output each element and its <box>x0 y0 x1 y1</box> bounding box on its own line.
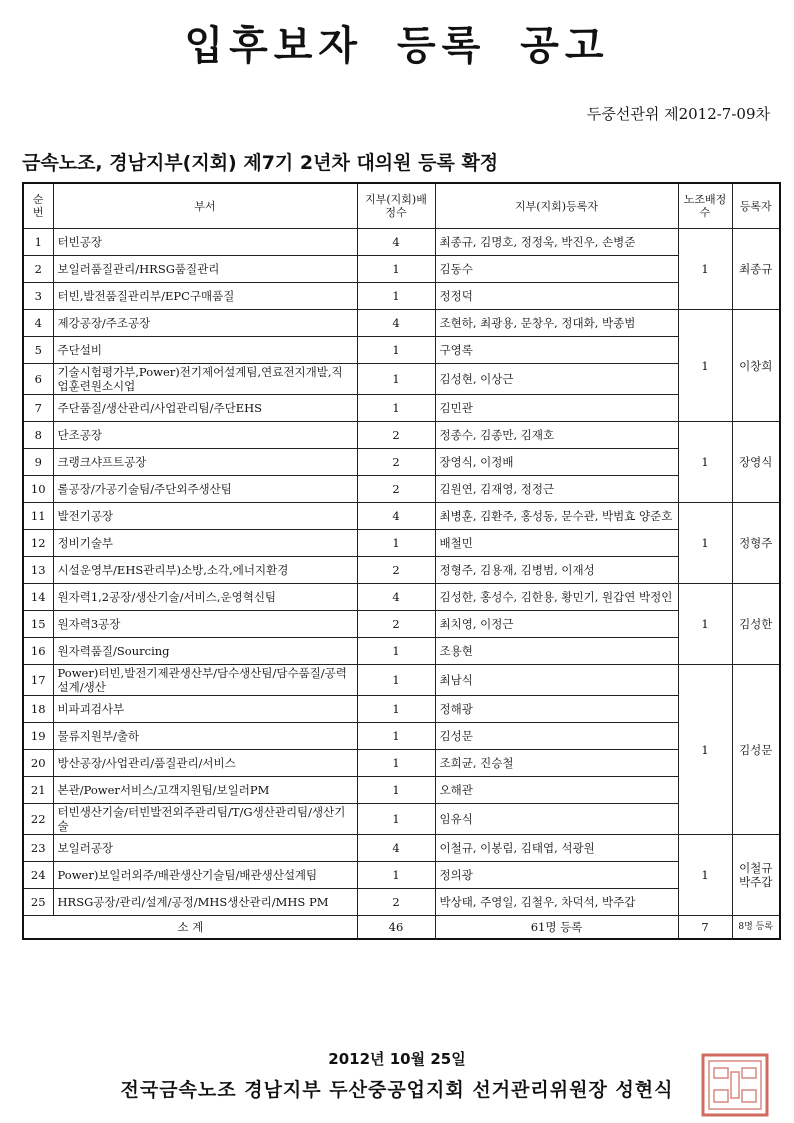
table-row <box>23 584 780 611</box>
official-seal-icon <box>700 1052 770 1118</box>
row-quota: 2 <box>357 422 435 449</box>
group-registrant: 김성한 <box>732 584 780 665</box>
row-quota: 1 <box>357 862 435 889</box>
row-quota: 1 <box>357 530 435 557</box>
row-dept: 제강공장/주조공장 <box>53 310 357 337</box>
row-quota: 4 <box>357 229 435 256</box>
row-no: 16 <box>23 638 53 665</box>
row-dept: 보일러공장 <box>53 835 357 862</box>
row-no: 13 <box>23 557 53 584</box>
row-names: 최병훈, 김환주, 홍성동, 문수관, 박범효 양준호 <box>435 503 678 530</box>
row-no: 8 <box>23 422 53 449</box>
row-quota: 2 <box>357 449 435 476</box>
row-names: 조희균, 진승철 <box>435 750 678 777</box>
table-row <box>23 283 780 310</box>
table-row <box>23 310 780 337</box>
row-dept: HRSG공장/관리/설계/공정/MHS생산관리/MHS PM <box>53 889 357 916</box>
announcement-date: 2012년 10월 25일 <box>328 1050 466 1068</box>
row-no: 22 <box>23 804 53 835</box>
header-dept: 부서 <box>53 183 357 229</box>
row-no: 19 <box>23 723 53 750</box>
header-branch-registrants: 지부(지회)등록자 <box>435 183 678 229</box>
group-registrant: 정형주 <box>732 503 780 584</box>
row-quota: 1 <box>357 696 435 723</box>
registration-table <box>22 182 781 940</box>
table-row <box>23 422 780 449</box>
row-dept: 본관/Power서비스/고객지원팀/보일러PM <box>53 777 357 804</box>
row-no: 23 <box>23 835 53 862</box>
row-names: 오해관 <box>435 777 678 804</box>
total-quota: 46 <box>357 916 435 940</box>
group-union-quota: 1 <box>678 835 732 916</box>
total-row <box>23 916 780 940</box>
row-dept: 단조공장 <box>53 422 357 449</box>
row-dept: 방산공장/사업관리/품질관리/서비스 <box>53 750 357 777</box>
row-no: 18 <box>23 696 53 723</box>
group-union-quota: 1 <box>678 584 732 665</box>
row-quota: 4 <box>357 503 435 530</box>
table-row <box>23 503 780 530</box>
table-row <box>23 835 780 862</box>
header-union-quota: 노조배정수 <box>678 183 732 229</box>
row-names: 김민관 <box>435 395 678 422</box>
row-no: 25 <box>23 889 53 916</box>
total-registrant: 8명 등록 <box>732 916 780 940</box>
registration-table-wrap <box>22 182 779 940</box>
row-dept: 시설운영부/EHS관리부)소방,소각,에너지환경 <box>53 557 357 584</box>
row-dept: 터빈,발전품질관리부/EPC구매품질 <box>53 283 357 310</box>
row-names: 정종수, 김종만, 김재호 <box>435 422 678 449</box>
row-no: 4 <box>23 310 53 337</box>
row-names: 김성한, 홍성수, 김한용, 황민기, 원갑연 박정인 <box>435 584 678 611</box>
table-row <box>23 611 780 638</box>
row-names: 김성문 <box>435 723 678 750</box>
table-row <box>23 862 780 889</box>
document-number: 두중선관위 제2012-7-09차 <box>586 105 770 123</box>
row-dept: 주단설비 <box>53 337 357 364</box>
row-dept: 물류지원부/출하 <box>53 723 357 750</box>
row-dept: 원자력1,2공장/생산기술/서비스,운영혁신팀 <box>53 584 357 611</box>
row-names: 장영식, 이정배 <box>435 449 678 476</box>
group-union-quota: 1 <box>678 229 732 310</box>
row-no: 24 <box>23 862 53 889</box>
row-no: 2 <box>23 256 53 283</box>
row-quota: 1 <box>357 723 435 750</box>
row-dept: 원자력3공장 <box>53 611 357 638</box>
header-branch-quota: 지부(지회)배정수 <box>357 183 435 229</box>
row-quota: 1 <box>357 395 435 422</box>
table-row <box>23 229 780 256</box>
row-names: 정정덕 <box>435 283 678 310</box>
subtitle: 금속노조, 경남지부(지회) 제7기 2년차 대의원 등록 확정 <box>22 152 499 174</box>
row-quota: 1 <box>357 750 435 777</box>
row-names: 김동수 <box>435 256 678 283</box>
row-no: 14 <box>23 584 53 611</box>
row-dept: 정비기술부 <box>53 530 357 557</box>
row-quota: 1 <box>357 638 435 665</box>
row-dept: Power)보일러외주/배관생산기술팀/배관생산설계팀 <box>53 862 357 889</box>
row-dept: 보일러품질관리/HRSG품질관리 <box>53 256 357 283</box>
row-dept: 비파괴검사부 <box>53 696 357 723</box>
table-row <box>23 750 780 777</box>
row-names: 김성현, 이상근 <box>435 364 678 395</box>
row-no: 15 <box>23 611 53 638</box>
row-names: 정형주, 김용재, 김병범, 이재성 <box>435 557 678 584</box>
group-union-quota: 1 <box>678 422 732 503</box>
row-names: 김원연, 김재영, 정정근 <box>435 476 678 503</box>
row-no: 20 <box>23 750 53 777</box>
row-names: 최종규, 김명호, 정정욱, 박진우, 손병준 <box>435 229 678 256</box>
row-dept: 원자력품질/Sourcing <box>53 638 357 665</box>
row-names: 최치영, 이정근 <box>435 611 678 638</box>
table-row <box>23 476 780 503</box>
group-registrant: 이창희 <box>732 310 780 422</box>
row-quota: 1 <box>357 256 435 283</box>
row-names: 최남식 <box>435 665 678 696</box>
row-quota: 1 <box>357 337 435 364</box>
row-no: 7 <box>23 395 53 422</box>
total-union-quota: 7 <box>678 916 732 940</box>
row-quota: 4 <box>357 835 435 862</box>
row-names: 임유식 <box>435 804 678 835</box>
header-no: 순번 <box>23 183 53 229</box>
table-row <box>23 723 780 750</box>
signer: 전국금속노조 경남지부 두산중공업지회 선거관리위원장 성현식 <box>120 1079 674 1101</box>
row-names: 구영록 <box>435 337 678 364</box>
total-registered: 61명 등록 <box>435 916 678 940</box>
row-quota: 2 <box>357 557 435 584</box>
row-names: 조현하, 최광용, 문창우, 정대화, 박종범 <box>435 310 678 337</box>
row-dept: 크랭크샤프트공장 <box>53 449 357 476</box>
row-dept: 발전기공장 <box>53 503 357 530</box>
row-dept: 기술시험평가부,Power)전기제어설계팀,연료전지개발,직업훈련원소시업 <box>53 364 357 395</box>
row-dept: 롤공장/가공기술팀/주단외주생산팀 <box>53 476 357 503</box>
table-row <box>23 256 780 283</box>
row-no: 11 <box>23 503 53 530</box>
group-registrant: 장영식 <box>732 422 780 503</box>
group-registrant: 김성문 <box>732 665 780 835</box>
table-row <box>23 804 780 835</box>
row-dept: 터빈생산기술/터빈발전외주관리팀/T/G생산관리팀/생산기술 <box>53 804 357 835</box>
row-names: 박상태, 주영일, 김철우, 차덕석, 박주갑 <box>435 889 678 916</box>
row-names: 이철규, 이봉림, 김태엽, 석광원 <box>435 835 678 862</box>
row-quota: 2 <box>357 611 435 638</box>
page-title: 입후보자 등록 공고 <box>184 23 610 69</box>
row-dept: Power)터빈,발전기제관생산부/담수생산팀/담수품질/공력설계/생산 <box>53 665 357 696</box>
row-no: 1 <box>23 229 53 256</box>
table-row <box>23 364 780 395</box>
table-row <box>23 557 780 584</box>
row-quota: 1 <box>357 665 435 696</box>
row-quota: 4 <box>357 310 435 337</box>
group-union-quota: 1 <box>678 503 732 584</box>
row-names: 배철민 <box>435 530 678 557</box>
table-row <box>23 889 780 916</box>
row-no: 9 <box>23 449 53 476</box>
table-row <box>23 395 780 422</box>
table-row <box>23 638 780 665</box>
row-names: 정해광 <box>435 696 678 723</box>
table-row <box>23 337 780 364</box>
group-registrant: 최종규 <box>732 229 780 310</box>
row-no: 3 <box>23 283 53 310</box>
group-union-quota: 1 <box>678 665 732 835</box>
row-quota: 2 <box>357 476 435 503</box>
row-no: 6 <box>23 364 53 395</box>
row-quota: 2 <box>357 889 435 916</box>
table-row <box>23 665 780 696</box>
row-no: 12 <box>23 530 53 557</box>
row-dept: 터빈공장 <box>53 229 357 256</box>
table-row <box>23 530 780 557</box>
table-header-row <box>23 183 780 229</box>
table-row <box>23 696 780 723</box>
table-row <box>23 777 780 804</box>
group-registrant: 이철규 박주갑 <box>732 835 780 916</box>
row-quota: 1 <box>357 777 435 804</box>
row-no: 10 <box>23 476 53 503</box>
row-quota: 1 <box>357 364 435 395</box>
row-no: 17 <box>23 665 53 696</box>
row-no: 5 <box>23 337 53 364</box>
row-no: 21 <box>23 777 53 804</box>
table-row <box>23 449 780 476</box>
row-names: 조용현 <box>435 638 678 665</box>
row-dept: 주단품질/생산관리/사업관리팀/주단EHS <box>53 395 357 422</box>
row-names: 정의광 <box>435 862 678 889</box>
row-quota: 4 <box>357 584 435 611</box>
row-quota: 1 <box>357 804 435 835</box>
header-registrant: 등록자 <box>732 183 780 229</box>
group-union-quota: 1 <box>678 310 732 422</box>
total-label: 소 계 <box>23 916 357 940</box>
row-quota: 1 <box>357 283 435 310</box>
